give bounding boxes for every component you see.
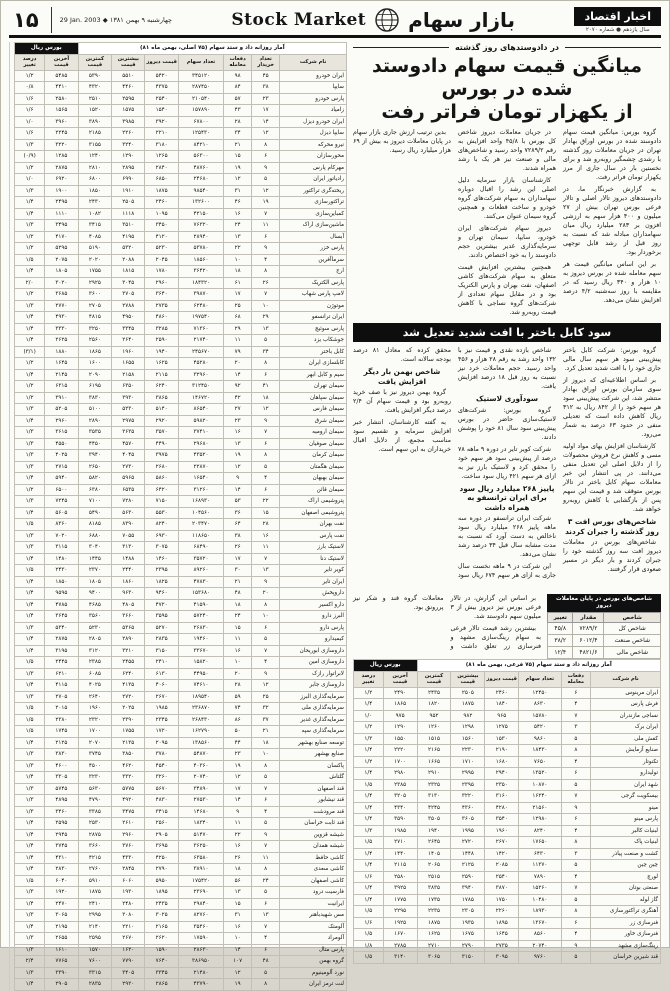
column-header: شاخص (604, 613, 661, 623)
table-body (354, 687, 661, 963)
table-row: آلومراد ۴ ۱۰ ۱۷۵۹۰ ۲۶۲۰ ۲۶۷۰ ۲۵۹۵ ۲۶۵۵ ۱/۳ (15, 933, 347, 945)
column-header: دفعات معامله (224, 54, 252, 70)
table-row: کمباین‌سازی ۷ ۱۶ ۴۲۱۵۰ ۱۰۹۵ ۱۱۱۸ ۱۰۸۲ ۱۱۱۰ ۱/۴ (15, 208, 347, 220)
section-title-persian: بازار سهام (408, 8, 516, 32)
table-row: پاکسان ۸ ۱۹ ۴۰۳۶۰ ۴۵۴۰ ۴۶۲۰ ۴۵۰۰ ۴۶۰۰ ۱/۳ (15, 760, 347, 772)
table-group-label: بورس ریال (15, 43, 79, 55)
table-row: لامپ پارس شهاب ۷ ۱۷ ۳۹۸۷۰ ۳۶۴۰ ۳۷۰۵ ۳۶۰۰ ۳۶۸۵ ۱/۲ (15, 289, 347, 301)
table-row: کویر تایر ۱۳ ۳۰ ۸۹۲۶۰ ۲۳۹۵ ۲۴۴۰ ۲۳۷۰ ۲۴۳۰ ۱/۵ (15, 565, 347, 577)
table-title: آمار روزانه داد و ستد سهام (۷۵ اصلی، بهمن ماه ۸۱) (78, 43, 346, 55)
column-header: بیشترین قیمت (112, 54, 145, 70)
table-row: ریخته‌گری تراکتور ۱۲ ۳۱ ۹۸۵۴۰ ۱۸۷۵ ۱۹۱۰ ۱۸۵۰ ۱۹۰۰ ۱/۳ (15, 185, 347, 197)
table-header-row (354, 671, 661, 687)
table-row: لنت ترمز ایران ۸ ۱۹ ۴۳۷۹۰ ۲۸۶۵ ۲۹۲۰ ۲۸۳۵ ۲۹۰۵ ۱/۴ (15, 979, 347, 991)
table-row: پتروشیمی اصفهان ۱۵ ۳۶ ۱۰۴۵۶۰ ۵۵۳۰ ۵۶۳۰ ۵۴۹۰ ۵۶۰۵ ۱/۴ (15, 507, 347, 519)
paragraph: همچنین بیشترین افزایش قیمت متعلق به سهام شرکت‌های کاشی اصفهان، نفت بهران و پارس الکتریک بود و در مقابل سهام تعدادی از شرکت‌های گروه نساجی با کاهش قیمت روبه‌رو شد. (458, 264, 556, 316)
table-group-label: بورس ریال (354, 660, 418, 672)
lead-headline (353, 55, 661, 124)
table-row: ایران مرینوس ۶ ۱۲۴۵۰ ۲۴۶۰ ۲۵۰۵ ۲۴۳۵ ۲۴۹۰ ۱/۲ (354, 687, 661, 699)
table-row: پارس خودرو ۲۳ ۵۷ ۲۱۰۵۴۰ ۲۵۴۰ ۲۵۹۵ ۲۵۱۰ ۲۵۸۰ ۱/۶ (15, 93, 347, 105)
table-row: لابراتوار رازک ۹ ۲۰ ۴۴۹۵۰ ۶۱۳۰ ۶۲۴۰ ۶۰۸۵ ۶۲۱۰ ۱/۳ (15, 668, 347, 680)
column-header: تعداد سهام (178, 54, 223, 70)
paragraph: گروه بورس: شرکت کابل باختر پیش‌بینی سود هر سهم سال مالی جاری خود را با افت شدید تعدیل کرد. (563, 347, 661, 372)
table-row: لاستیک دنا ۷ ۱۷ ۳۵۷۲۰ ۱۴۶۰ ۱۴۸۸ ۱۴۴۵ ۱۴۸۰ ۱/۴ (15, 553, 347, 565)
issue-line: سال یازدهم ● شماره ۲۰۷۰ (585, 27, 650, 33)
masthead-rule (9, 35, 661, 38)
table-row: تولیدارو ۶ ۱۳۵۲۰ ۲۹۴۰ ۲۹۹۵ ۲۹۱۰ ۲۹۸۰ ۱/۴ (354, 768, 661, 780)
table-row: آلومتک ۷ ۱۶ ۳۵۴۶۰ ۲۱۶۵ ۲۲۱۰ ۲۱۴۰ ۲۱۹۵ ۱/۴ (15, 921, 347, 933)
subhead-tires: سودآوری لاستیک (476, 394, 538, 403)
paragraph: شاخص‌های بورس در معاملات دیروز افت سه روز گذشته خود را جبران کردند و بار دیگر در مسیر صعودی قرار گرفتند. (563, 539, 661, 573)
table-row: داروسازی امین ۴ ۱۰ ۱۵۸۲۰ ۲۴۱۰ ۲۴۵۵ ۲۳۸۵ ۲۴۴۵ ۱/۵ (15, 657, 347, 669)
date-line (60, 16, 172, 24)
table-body (15, 70, 347, 990)
paragraph: گروه بورس: شرکت‌های لاستیک‌سازی حاضر در بورس پیش‌بینی سود سال ۸۱ خود را پوشش دادند. (458, 406, 556, 441)
stories-column (353, 42, 661, 991)
table-row: جوشکاب یزد ۵ ۱۱ ۲۱۷۴۰ ۲۵۹۰ ۲۶۴۰ ۲۵۶۰ ۲۶۲۵ ۱/۴ (15, 335, 347, 347)
table-row: ایران ترانسفو ۲۹ ۶۸ ۱۹۷۵۴۰ ۴۸۶۰ ۴۹۵۰ ۴۸۱۵ ۴۹۳۰ ۱/۴ (15, 312, 347, 324)
masthead-divider (51, 7, 52, 33)
column-header: درصد تغییر (354, 671, 384, 687)
column-header: کمترین قیمت (78, 54, 111, 70)
table-row: توسعه صنایع بهشهر ۱۸ ۴۴ ۱۳۸۵۶۰ ۲۰۹۵ ۲۱۳۵ ۲۰۷۰ ۲۱۲۵ ۱/۴ (15, 737, 347, 749)
table-title: آمار روزانه داد و ستد سهام (۷۵ فرعی، بهمن ماه ۸۱) (417, 660, 660, 672)
table-row: موتوژن ۱۰ ۲۵ ۶۲۴۸۰ ۲۷۳۵ ۲۷۸۸ ۲۷۰۵ ۲۷۷۰ ۱/۳ (15, 300, 347, 312)
table-row: کابلسازی ایران ۸ ۲۰ ۴۵۲۸۰ ۱۶۲۵ ۱۶۵۵ ۱۶۰۰ ۱۶۴۵ ۱/۲ (15, 358, 347, 370)
index-table (547, 594, 661, 659)
table-row: لبنیات کالبر ۴ ۸۲۴۰ ۱۹۶۰ ۱۹۹۵ ۱۹۴۰ ۱۹۸۵ ۱/۳ (354, 825, 661, 837)
column-header: تعداد سهام (519, 671, 561, 687)
table-row: صنایع آزمایش ۸ ۱۸۴۳۰ ۲۱۹۰ ۲۲۳۰ ۲۱۶۵ ۲۲۲۰ ۱/۴ (354, 745, 661, 757)
table-row: شیشه همدان ۷ ۱۶ ۳۶۲۵۰ ۳۶۹۵ ۳۷۶۰ ۳۶۶۰ ۳۷۴۵ ۱/۴ (15, 841, 347, 853)
table-row: شیشه قزوین ۹ ۲۲ ۵۱۴۷۰ ۲۹۰۵ ۲۹۶۰ ۲۸۷۵ ۲۹۴۵ ۱/۴ (15, 829, 347, 841)
paragraph: بدین ترتیب ارزش جاری بازار سهام در پایان معاملات دیروز به بیش از ۶۹ هزار میلیارد ریال رسید. (353, 129, 451, 154)
table-row: قند نیشابور ۶ ۱۴ ۲۷۵۳۰ ۴۸۳۰ ۴۹۲۰ ۴۷۹۰ ۴۸۹۵ ۱/۳ (15, 795, 347, 807)
paragraph: شاخص بازده نقدی و قیمت نیز با ۱۳۲ واحد رشد به رقم ۲۸ هزار و ۴۵۶ واحد رسید. حجم معاملات خرد نیز نسبت به روز قبل ۱۸ درصد افزایش یافت. (458, 347, 556, 390)
table-row: کشت و صنعت پیاذر ۳ ۶۴۳۰ ۱۴۲۰ ۱۴۴۸ ۱۴۰۵ ۱۴۴۰ ۱/۴ (354, 848, 661, 860)
column-header: قیمت دیروز (485, 671, 519, 687)
index-table-body (548, 623, 661, 659)
table-row: قند مرودشت ۴ ۹ ۱۴۶۸۰ ۳۴۱۵ ۳۴۷۵ ۳۳۸۵ ۳۴۶۰ ۱/۳ (15, 806, 347, 818)
table-row: تراکتورسازی ۱۹ ۴۶ ۱۳۲۶۰۰ ۲۴۶۰ ۲۵۰۵ ۲۴۳۰ ۲۴۹۵ ۱/۴ (15, 197, 347, 209)
column-header: نام شرکت (591, 671, 661, 687)
table-row: لاستیک بارز ۱۱ ۲۶ ۶۸۴۹۰ ۳۰۷۵ ۳۱۳۰ ۳۰۴۰ ۳۱۱۵ ۱/۳ (15, 542, 347, 554)
table-row: سرماآفرین ۴ ۱۰ ۱۸۵۶۰ ۲۰۴۵ ۲۰۸۸ ۲۰۲۰ ۲۰۷۵ ۱/۵ (15, 254, 347, 266)
table-row: ماشین‌سازی اراک ۱۱ ۲۴ ۷۶۳۲۰ ۳۴۵۰ ۳۵۱۰ ۳۴۱۵ ۳۴۹۵ ۱/۳ (15, 220, 347, 232)
table-row: مس شهیدباهنر ۱۳ ۳۱ ۸۲۷۶۰ ۳۰۲۵ ۳۰۸۰ ۲۹۹۵ ۳۰۶۵ ۱/۳ (15, 910, 347, 922)
table-row: لبنیات پاک ۸ ۱۷۶۵۰ ۲۶۷۰ ۲۷۲۰ ۲۶۴۵ ۲۷۱۰ ۱/۵ (354, 837, 661, 849)
table-row: سیمان هگمتان ۵ ۱۲ ۲۲۸۷۰ ۲۶۸۰ ۲۷۳۰ ۲۶۵۰ ۲۷۱۵ ۱/۳ (15, 461, 347, 473)
table-row: سیمان تهران ۴۱ ۹۲ ۳۱۲۴۵۰ ۶۲۴۰ ۶۳۵۰ ۶۱۹۵ ۶۳۱۵ ۱/۲ (15, 381, 347, 393)
column-header: تغییر (548, 613, 573, 623)
table-row: دارو اکسیر ۸ ۱۸ ۴۱۵۹۰ ۴۷۲۰ ۴۸۰۵ ۴۶۸۵ ۴۷۸۵ ۱/۴ (15, 599, 347, 611)
column-header: قیمت دیروز (145, 54, 178, 70)
table-row: سرمایه‌گذاری سپه ۲۱ ۵۰ ۱۶۲۷۹۰ ۱۷۲۰ ۱۷۵۵ ۱۷۰۰ ۱۷۴۵ ۱/۵ (15, 726, 347, 738)
table-title-row (354, 660, 661, 672)
table-row: پارس متال ۶ ۱۴ ۲۸۶۳۰ ۱۵۹۰ ۱۶۲۰ ۱۵۷۰ ۱۶۱۰ ۱/۳ (15, 944, 347, 956)
paragraph: بر اساس این گزارش، در تالار فرعی بورس نیز دیروز بیش از ۳ میلیون سهم دادوستد شد. (450, 595, 541, 620)
paragraph: این شرکت در ۹ ماهه نخست سال جاری به ازای هر سهم ۶۷۴ ریال سود محقق کرده که معادل ۸۱ درصد بودجه سالانه است. (353, 347, 556, 579)
paragraph: در جریان معاملات دیروز شاخص کل بورس با ۴۵/۸ واحد افزایش به رقم ۷۲۸۹/۲ واحد رسید و شاخص‌های مالی و صنعت نیز هر یک با رشد همراه شدند. (458, 129, 556, 172)
table-row: البرز دارو ۱۰ ۲۴ ۵۷۲۴۰ ۳۵۹۵ ۳۶۶۰ ۳۵۶۰ ۳۶۴۵ ۱/۴ (15, 611, 347, 623)
table-row: شاخص کل ۷۲۸۹/۲ ۴۵/۸ (548, 623, 661, 635)
paragraph: شرکت کویر تایر در دوره ۹ ماهه ۷۸ درصد از پیش‌بینی سود هر سهم خود را محقق کرد و لاستیک بارز نیز به ازای هر سهم ۴۲۱ ریال سود ساخت. (458, 445, 556, 480)
secondary-stock-table-wrap (353, 659, 661, 991)
table-row: سایپا ۳۸ ۸۴ ۲۸۷۴۵۰ ۴۳۷۵ ۴۴۶۰ ۴۳۲۰ ۴۴۱۰ ۰/۸ (15, 82, 347, 94)
table-row: فارسیت درود ۵ ۱۳ ۲۳۶۹۰ ۱۸۹۵ ۱۹۳۰ ۱۸۷۵ ۱۹۲۰ ۱/۳ (15, 887, 347, 899)
headline-line-2: از یکهزار تومان فراتر رفت (381, 101, 633, 123)
cable-story-bar-headline: سود کابل باختر با افت شدید تعدیل شد (353, 323, 661, 342)
column-header: دفعات معامله (561, 671, 591, 687)
lead-body-text (353, 128, 661, 320)
paragraph: بر این اساس میانگین قیمت هر سهم معامله شده در بورس دیروز به ۱۰ هزار و ۳۴۰ ریال رسید که در مقایسه با روز سه‌شنبه ۴/۲ درصد افزایش نشان می‌دهد. (563, 261, 661, 304)
cable-story-text (353, 346, 661, 594)
table-row: آبسال ۶ ۱۳ ۲۸۹۴۰ ۴۱۲۰ ۴۱۹۵ ۴۰۸۵ ۴۱۷۰ ۱/۲ (15, 231, 347, 243)
table-row: صنعتی بوتان ۷ ۱۵۲۶۰ ۳۸۷۰ ۳۹۴۰ ۳۸۳۵ ۳۹۲۵ ۱/۴ (354, 883, 661, 895)
table-row: قند اصفهان ۷ ۱۷ ۳۴۸۹۰ ۵۶۷۰ ۵۷۷۵ ۵۶۳۰ ۵۷۴۵ ۱/۳ (15, 783, 347, 795)
kicker (353, 43, 661, 52)
table-row: لورچ ۴ ۷۸۹۰ ۲۵۴۰ ۲۵۹۰ ۲۵۱۵ ۲۵۸۰ ۱/۶ (354, 871, 661, 883)
kicker-rule-left (565, 47, 661, 48)
column-header: آخرین قیمت (45, 54, 78, 70)
tires-paras (458, 406, 556, 481)
table-row: سرمایه‌گذاری غدیر ۳۷ ۸۶ ۲۶۸۴۳۰ ۲۳۴۵ ۲۳۹۰ ۲۳۲۰ ۲۳۸۰ ۱/۵ (15, 714, 347, 726)
paragraph: گروه بهمن دیروز نیز با صف خرید روبه‌رو بود و قیمت سهام آن ۲/۴ درصد دیگر افزایش یافت. (353, 389, 451, 414)
table-row: کاشی حافظ ۱۱ ۲۶ ۶۳۵۸۰ ۴۲۵۰ ۴۳۳۰ ۴۲۱۵ ۴۳۱۰ ۱/۴ (15, 852, 347, 864)
table-row: مینو ۹ ۲۱۵۶۰ ۴۲۸۰ ۴۳۶۰ ۴۲۴۵ ۴۳۴۰ ۱/۴ (354, 802, 661, 814)
table-row: سیم و کابل ابهر ۶ ۱۴ ۳۲۹۶۰ ۲۱۱۵ ۲۱۵۸ ۲۰۹۰ ۲۱۴۵ ۱/۴ (15, 369, 347, 381)
table-row: صنایع بهشهر ۱۰ ۲۳ ۵۴۸۷۰ ۳۷۸۰ ۳۸۵۰ ۳۷۴۵ ۳۸۳۰ ۱/۳ (15, 749, 347, 761)
table-row: محورسازان ۶ ۱۵ ۵۶۳۰۰ ۱۲۶۵ ۱۲۹۰ ۱۲۴۰ ۱۲۸۵ (۰/۹) (15, 151, 347, 163)
column-header: تعداد خریدار (252, 54, 280, 70)
table-row: گلتاش ۵ ۱۲ ۲۰۷۴۰ ۳۲۶۰ ۳۳۲۰ ۳۲۳۰ ۳۳۰۵ ۱/۴ (15, 772, 347, 784)
column-header: بیشترین قیمت (451, 671, 485, 687)
table-row: فنرسازی خاور ۴ ۸۵۶۰ ۱۶۴۵ ۱۶۷۵ ۱۶۲۵ ۱۶۷۰ ۱/۵ (354, 929, 661, 941)
paragraph: به گزارش خبرنگار ما، در دادوستدهای دیروز تالار اصلی و تالار فرعی بورس تهران بیش از ۲۷ میلیون و ۴۰۰ هزار سهم به ارزشی افزون بر ۲۸۳ میلیارد ریال میان سهامداران مبادله شد که نسبت به روز قبل از رشد قابل توجهی برخوردار بود. (563, 186, 661, 256)
date-persian: چهارشنبه ۹ بهمن ۱۳۸۱ (109, 16, 173, 24)
paragraph: بر اساس اطلاعیه‌ای که دیروز از سوی سازمان بورس اوراق بهادار منتشر شد، این شرکت پیش‌بینی سود هر سهم خود را از ۸۴۲ ریال به ۳۱۲ ریال کاهش داده است که تعدیلی منفی در حدود ۶۳ درصد به شمار می‌رود. (563, 377, 662, 438)
page-content (9, 42, 661, 991)
table-row: داروپخش ۲۰ ۴۸ ۱۵۳۶۸۰ ۹۴۶۰ ۹۶۳۰ ۹۴۰۰ ۹۵۹۵ ۱/۴ (15, 588, 347, 600)
table-row: کیمیدارو ۵ ۱۱ ۱۹۴۶۰ ۲۸۳۵ ۲۸۹۰ ۲۸۰۵ ۲۸۷۵ ۱/۴ (15, 634, 347, 646)
column-header: نام شرکت (280, 54, 347, 70)
tail-row (353, 594, 661, 656)
subhead-transfo: پاییز ۲۶۸ میلیارد ریال سود برای ایران ترانسفو به همراه داشت (459, 483, 555, 512)
table-row: سیمان فارس ۱۲ ۲۷ ۸۶۵۴۰ ۵۱۴۰ ۵۲۳۰ ۵۱۰۰ ۵۲۰۵ ۱/۳ (15, 404, 347, 416)
main-stock-table (14, 42, 347, 991)
cable-intro (563, 346, 661, 514)
table-row: مهرکام پارس ۹ ۱۹ ۴۸۷۶۰ ۲۸۴۰ ۲۸۹۵ ۲۸۱۰ ۲۸۷۵ ۱/۲ (15, 162, 347, 174)
table-row: داروسازی ابوریحان ۷ ۱۶ ۳۳۶۷۰ ۳۱۵۰ ۳۲۱۰ ۳۱۲۰ ۳۱۹۵ ۱/۴ (15, 645, 347, 657)
table-row: داروسازی جابر ۱۲ ۲۸ ۷۴۶۱۰ ۴۰۶۰ ۴۱۳۵ ۴۰۲۵ ۴۱۱۵ ۱/۴ (15, 680, 347, 692)
table-row: ایران خودرو دیزل ۱۴ ۲۸ ۶۷۸۰۰ ۳۹۲۰ ۳۹۸۵ ۳۸۹۰ ۳۹۶۰ ۱/۰ (15, 116, 347, 128)
table-row: سیمان سپاهان ۱۸ ۴۲ ۱۴۶۷۲۰ ۳۸۶۵ ۳۹۳۰ ۳۸۳۰ ۳۹۱۰ ۱/۲ (15, 392, 347, 404)
index-table-header-row (548, 613, 661, 623)
table-row: گروه بهمن ۴۸ ۱۰۷ ۳۸۶۹۵۰ ۷۶۴۰ ۷۷۹۰ ۷۶۰۰ ۷۷۶۵ ۲/۴ (15, 956, 347, 968)
table-row: سرمایه‌گذاری البرز ۲۵ ۵۹ ۱۸۹۵۴۰ ۲۶۷۰ ۲۷۲۰ ۲۶۴۰ ۲۷۰۵ ۱/۳ (15, 691, 347, 703)
headline-line-1: میانگین قیمت سهام دادوستد شده در بورس (371, 55, 643, 100)
table-row: شاخص مالی ۴۸۲۱/۶ ۱۲/۴ (548, 647, 661, 659)
table-row: رینگ‌سازی مشهد ۹ ۲۰۷۴۰ ۲۷۳۵ ۲۷۹۰ ۲۷۱۰ ۲۷۸۵ ۱/۸ (354, 940, 661, 952)
table-row: پارس خزر ۹ ۲۲ ۵۳۷۸۰ ۵۲۳۰ ۵۳۲۰ ۵۱۹۰ ۵۲۹۵ ۱/۲ (15, 243, 347, 255)
page-number: ۱۵ (13, 8, 39, 32)
secondary-stock-table (353, 659, 661, 964)
table-row: فرش پارس ۴ ۸۶۳۰ ۱۸۴۰ ۱۸۷۵ ۱۸۲۰ ۱۸۶۵ ۱/۴ (354, 699, 661, 711)
newspaper-logo: اخبار اقتصاد (574, 7, 661, 26)
table-row: قند شیرین خراسان ۵ ۹۷۶۰ ۳۰۹۵ ۳۱۵۰ ۳۰۶۵ ۳۱۴۰ ۱/۵ (354, 952, 661, 964)
table-row: نورد آلومینیوم ۵ ۱۲ ۲۱۴۸۰ ۳۳۴۵ ۳۴۰۵ ۳۳۱۵ ۳۳۹۰ ۱/۳ (15, 967, 347, 979)
index-table-wrap (547, 594, 661, 656)
table-row: سایپا دیزل ۱۲ ۳۴ ۱۲۵۴۳۰ ۲۲۱۰ ۲۲۶۰ ۲۱۸۵ ۲۲۴۵ ۱/۶ (15, 128, 347, 140)
table-row: شاخص صنعت ۶۰۱۲/۴ ۳۸/۲ (548, 635, 661, 647)
table-row: شهد ایران ۵ ۱۰۸۷۰ ۲۳۵۰ ۲۳۹۵ ۲۳۲۵ ۲۳۸۵ ۱/۵ (354, 779, 661, 791)
table-row: سیمان کرمان ۸ ۱۹ ۴۳۵۲۰ ۳۹۷۵ ۴۰۴۵ ۳۹۴۰ ۴۰۲۵ ۱/۳ (15, 450, 347, 462)
paragraph: شرکت ایران ترانسفو در دوره سه ماهه پاییز ۲۶۸ میلیارد ریال سود ناخالص به دست آورد که نسبت به مدت مشابه سال قبل ۳۴ درصد رشد نشان می‌دهد. (458, 515, 556, 558)
date-english: 29 Jan. 2003 (59, 16, 101, 24)
paragraph: به گفته کارشناسان، انتشار خبر افزایش سرمایه و تقسیم سود مناسب مجمع، از دلایل اقبال خریداران به این سهم است. (353, 419, 451, 453)
main-stock-table-wrap (9, 42, 347, 991)
table-row: سرمایه‌گذاری ملی ۳۲ ۷۴ ۲۳۶۸۷۰ ۱۹۸۵ ۲۰۲۵ ۱۹۶۰ ۲۰۱۵ ۱/۵ (15, 703, 347, 715)
table-row: سیمان بهبهان ۴ ۹ ۱۶۵۴۰ ۵۸۶۰ ۵۹۶۵ ۵۸۲۰ ۵۹۴۰ ۱/۴ (15, 473, 347, 485)
table-row: ایران برک ۳ ۵۴۲۰ ۱۲۷۵ ۱۲۹۸ ۱۲۶۰ ۱۲۹۰ ۱/۲ (354, 722, 661, 734)
subhead-indices: شاخص‌های بورس افت ۳ روز گذشته را جبران کردند (565, 517, 659, 536)
paragraph: گروه بورس: میانگین قیمت سهام دادوستد شده در بورس اوراق بهادار تهران در جریان معاملات روز گذشته با رشدی چشمگیر روبه‌رو شد و برای نخستین بار در سال جاری از مرز یکهزار تومان فراتر رفت. (563, 129, 661, 181)
subhead-bahman: شاخص بهمن بار دیگر افزایش یافت (363, 367, 441, 386)
table-row: تکنوتار ۴ ۷۶۵۰ ۱۶۸۰ ۱۷۱۰ ۱۶۶۵ ۱۷۰۰ ۱/۲ (354, 756, 661, 768)
globe-icon (374, 7, 400, 33)
bahman-paras (353, 388, 451, 454)
paragraph: کارشناسان بازار سرمایه دلیل اصلی این رشد را اقبال دوباره سهامداران به سهام شرکت‌های گروه خودرو و ساخت قطعات و همچنین گروه سیمان عنوان می‌کنند. (458, 177, 556, 220)
table-row: ارج ۸ ۱۸ ۳۶۴۲۰ ۱۷۸۰ ۱۸۱۵ ۱۷۵۵ ۱۸۰۵ ۱/۴ (15, 266, 347, 278)
table-row: نساجی مازندران ۷ ۱۵۷۸۰ ۹۶۵ ۹۸۲ ۹۵۲ ۹۷۵ ۱/۰ (354, 710, 661, 722)
table-row: گاز لوله ۵ ۱۰۴۸۰ ۱۷۵۰ ۱۷۸۵ ۱۷۳۵ ۱۷۷۵ ۱/۴ (354, 894, 661, 906)
table-row: آهنگری تراکتورسازی ۸ ۱۸۹۳۰ ۲۲۶۰ ۲۳۰۵ ۲۲۳۵ ۲۲۹۵ ۱/۵ (354, 906, 661, 918)
table-row: نفت بهران ۲۸ ۶۴ ۲۰۳۴۷۰ ۸۲۴۰ ۸۳۹۰ ۸۱۸۵ ۸۳۶۰ ۱/۵ (15, 519, 347, 531)
table-row: رادیاتور ایران ۵ ۱۲ ۲۴۶۸۰ ۶۸۵۰ ۶۹۹۰ ۶۸۰۰ ۶۹۲۰ ۱/۰ (15, 174, 347, 186)
table-row: نفت پارس ۱۶ ۳۸ ۱۱۸۶۵۰ ۶۹۳۰ ۷۰۵۵ ۶۸۸۰ ۷۰۲۰ ۱/۳ (15, 530, 347, 542)
table-row: کاشی سعدی ۸ ۱۸ ۳۸۹۱۰ ۲۷۹۰ ۲۸۴۵ ۲۷۶۰ ۲۸۳۰ ۱/۴ (15, 864, 347, 876)
masthead (9, 7, 661, 33)
table-row: سیمان ارومیه ۷ ۱۶ ۳۷۴۱۰ ۳۵۷۰ ۳۶۳۵ ۳۵۳۵ ۳۶۱۵ ۱/۳ (15, 427, 347, 439)
table-row: سیمان صوفیان ۶ ۱۳ ۲۹۶۸۰ ۴۴۹۰ ۴۵۷۰ ۴۴۵۰ ۴۵۵۰ ۱/۳ (15, 438, 347, 450)
table-row: پتروشیمی اراک ۲۲ ۵۳ ۱۶۸۹۳۰ ۷۱۵۰ ۷۲۸۰ ۷۱۰۰ ۷۲۴۵ ۱/۳ (15, 496, 347, 508)
table-row: فنرسازی زر ۶ ۱۳۶۷۰ ۱۸۹۵ ۱۹۳۵ ۱۸۷۵ ۱۹۲۵ ۱/۶ (354, 917, 661, 929)
paragraph: کارشناسان افزایش بهای مواد اولیه مسی و کاهش نرخ فروش محصولات را از دلایل اصلی این تعدیل منفی می‌دانند. در پی انتشار این خبر معاملات سهام کابل باختر در تالار بورس متوقف شد و قیمت این سهم پس از بازگشایی با کاهش روبه‌رو خواهد شد. (563, 443, 661, 513)
table-row: کابل باختر ۳۴ ۷۹ ۲۴۵۶۷۰ ۱۹۴۰ ۱۹۶۰ ۱۸۶۵ ۱۸۸۰ (۳/۱) (15, 346, 347, 358)
table-row: زامیاد ۱۷ ۴۳ ۱۵۷۸۹۰ ۱۵۴۰ ۱۵۷۵ ۱۵۲۰ ۱۵۶۵ ۱/۶ (15, 105, 347, 117)
table-row: چین چین ۵ ۱۱۳۷۰ ۲۰۸۵ ۲۱۲۵ ۲۰۶۵ ۲۱۱۵ ۱/۴ (354, 860, 661, 872)
table-row: پارس مینو ۶ ۱۲۹۸۰ ۳۵۴۰ ۳۶۰۵ ۳۵۰۵ ۳۵۹۰ ۱/۴ (354, 814, 661, 826)
column-header: درصد تغییر (15, 54, 45, 70)
table-row: پارس دارو ۶ ۱۵ ۲۶۸۳۰ ۵۲۷۰ ۵۳۶۵ ۵۲۳۰ ۵۳۴۰ ۱/۳ (15, 622, 347, 634)
column-header: کمترین قیمت (417, 671, 451, 687)
table-row: پارس سوئیچ ۱۳ ۲۹ ۷۱۳۶۰ ۳۲۸۵ ۳۳۴۵ ۳۲۵۰ ۳۳۳۰ ۱/۴ (15, 323, 347, 335)
table-title-row (15, 43, 347, 55)
table-row: کفش ملی ۵ ۹۸۶۰ ۱۵۳۰ ۱۵۶۰ ۱۵۱۵ ۱۵۵۰ ۱/۳ (354, 733, 661, 745)
section-title-english: Stock Market (231, 10, 367, 30)
table-row: ایران خودرو ۴۵ ۹۸ ۳۴۵۱۲۰ ۵۴۲۰ ۵۵۱۰ ۵۳۹۰ ۵۴۸۵ ۱/۲ (15, 70, 347, 82)
nameplate (574, 7, 661, 33)
date-separator-icon: ◆ (102, 16, 110, 24)
kicker-rule-right (353, 47, 449, 48)
kicker-text: در دادوستدهای روز گذشته (454, 43, 560, 52)
table-row: سیمان قائن ۶ ۱۴ ۳۱۲۶۰ ۶۴۲۰ ۶۵۳۵ ۶۳۸۰ ۶۵۰۰ ۱/۲ (15, 484, 347, 496)
tail-text (353, 594, 541, 656)
table-row: نیرو محرکه ۸ ۲۱ ۸۴۲۱۰ ۳۱۸۰ ۳۲۴۰ ۳۱۵۵ ۳۲۲۰ ۱/۳ (15, 139, 347, 151)
table-row: سیمان شرق ۹ ۲۳ ۵۹۸۲۰ ۲۹۲۰ ۲۹۷۵ ۲۸۹۰ ۲۹۶۰ ۱/۴ (15, 415, 347, 427)
index-table-title: شاخص‌های بورس در پایان معاملات دیروز (547, 594, 661, 612)
table-row: ایرانیت ۶ ۱۵ ۲۹۸۴۰ ۲۴۳۵ ۲۴۸۰ ۲۴۱۰ ۲۴۷۰ ۱/۴ (15, 898, 347, 910)
table-row: کاشی اصفهان ۲۴ ۵۶ ۱۷۵۴۲۰ ۵۹۵۰ ۶۰۶۰ ۵۹۱۰ ۶۰۴۰ ۱/۵ (15, 875, 347, 887)
table-row: قند ثابت خراسان ۵ ۱۱ ۱۸۳۴۰ ۲۵۶۰ ۲۶۱۰ ۲۵۳۰ ۲۵۹۵ ۱/۴ (15, 818, 347, 830)
column-header: آخرین قیمت (383, 671, 417, 687)
table-header-row (15, 54, 347, 70)
table-row: ایران تایر ۹ ۲۱ ۴۷۸۳۰ ۱۸۲۵ ۱۸۶۰ ۱۸۰۵ ۱۸۵۰ ۱/۴ (15, 576, 347, 588)
paragraph: دیروز سهام شرکت‌های ایران خودرو، سایپا، سیمان تهران و سرمایه‌گذاری غدیر بیشترین حجم دادوستد را به خود اختصاص دادند. (458, 225, 556, 259)
table-row: بیسکویت گرجی ۷ ۱۶۲۴۰ ۳۱۶۰ ۳۲۲۰ ۳۱۳۰ ۳۲۰۵ ۱/۴ (354, 791, 661, 803)
paragraph: بیشترین رشد قیمت تالار فرعی به سهام رینگ‌سازی مشهد و فنرسازی زر تعلق داشت و معاملات گروه قند و شکر نیز پررونق بود. (353, 595, 541, 650)
table-row: پارس الکتریک ۲۶ ۶۱ ۱۸۴۳۲۰ ۲۹۶۰ ۳۰۴۵ ۲۹۲۵ ۳۰۲۰ ۲/۰ (15, 277, 347, 289)
column-header: مقدار (573, 613, 604, 623)
